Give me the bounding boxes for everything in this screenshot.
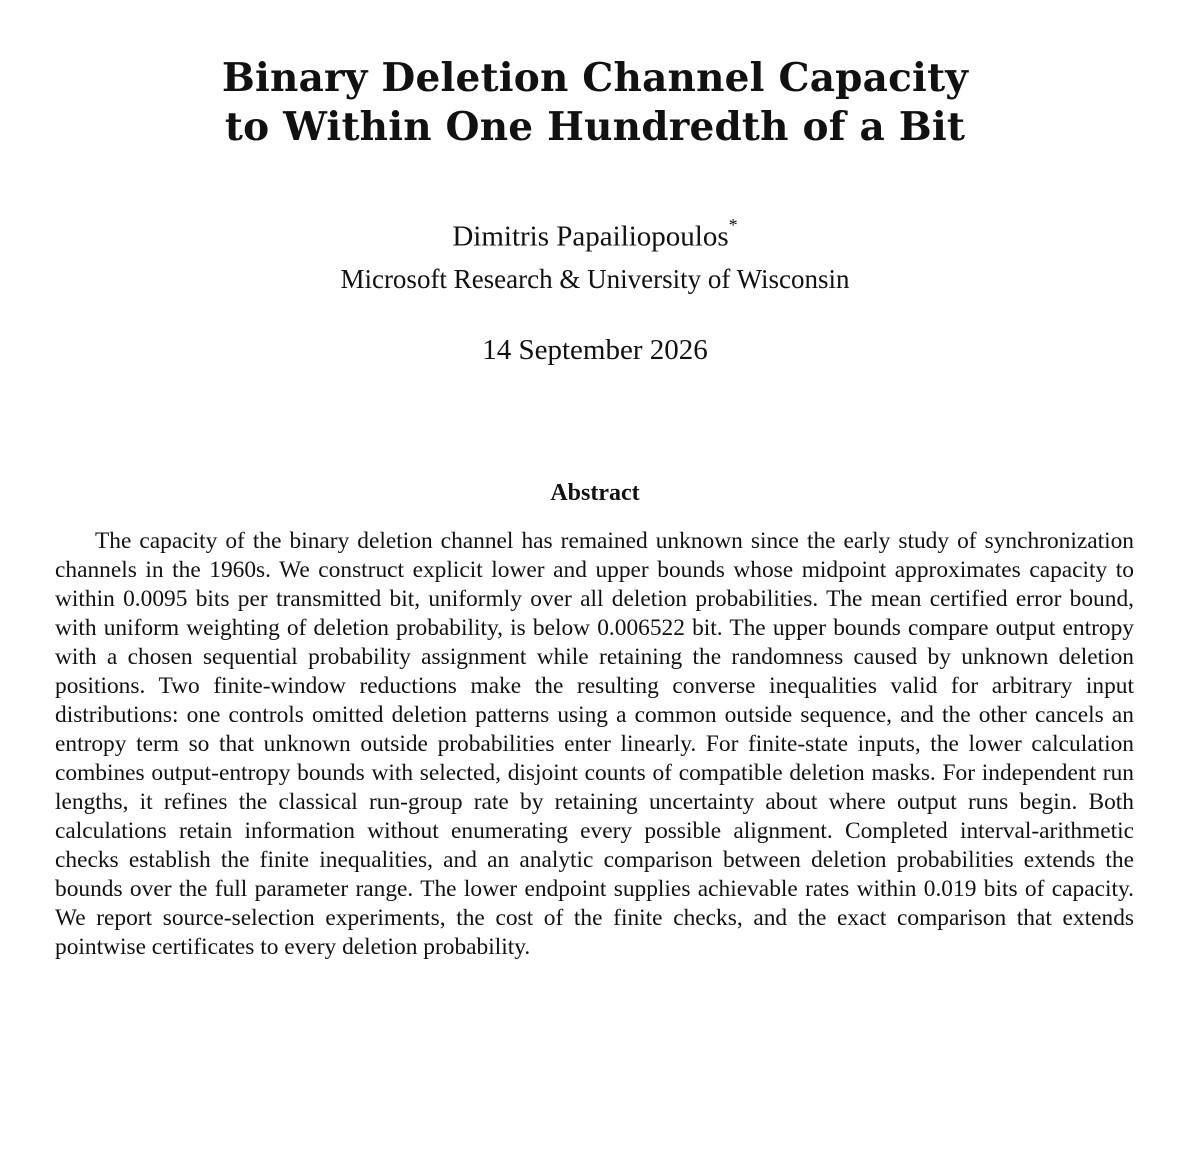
abstract-heading: Abstract xyxy=(550,480,640,506)
author-footnote-mark: * xyxy=(728,215,738,235)
abstract-text: The capacity of the binary deletion channel has remained unknown since the early study of synchronization channels in the 1960s. We construct explicit lower and upper bounds whose midpoint approximates capacity to within 0.0095 bits per transmitted bit, uniformly over all deletion probabilities. The mean certified error bound, with uniform weighting of deletion probability, is below 0.006522 bit. The upper bounds compare output entropy with a chosen sequential probability assignment while retaining the randomness caused by unknown deletion positions. Two finite-window reductions make the resulting converse inequalities valid for arbitrary input distributions: one controls omitted deletion patterns using a common outside sequence, and the other cancels an entropy term so that unknown outside probabilities enter linearly. For finite-state inputs, the lower calculation combines output-entropy bounds with selected, disjoint counts of compatible deletion masks. For independent run lengths, it refines the classical run-group rate by retaining uncertainty about where output runs begin. Both calculations retain information without enumerating every possible alignment. Completed interval-arithmetic checks establish the finite inequalities, and an analytic comparison between deletion probabilities extends the bounds over the full parameter range. The lower endpoint supplies achievable rates within 0.019 bits of capacity. We report source-selection experiments, the cost of the finite checks, and the exact comparison that extends pointwise certificates to every deletion probability. xyxy=(55,528,1134,960)
author-name: Dimitris Papailiopoulos xyxy=(452,220,729,253)
author-affiliation: Microsoft Research & University of Wisconsin xyxy=(340,264,850,294)
author-line xyxy=(0,212,1178,254)
title-line-1: Binary Deletion Channel Capacity xyxy=(221,55,969,101)
paper-date: 14 September 2026 xyxy=(482,334,708,366)
paper-title xyxy=(0,54,1178,152)
title-line-2: to Within One Hundredth of a Bit xyxy=(224,104,966,150)
